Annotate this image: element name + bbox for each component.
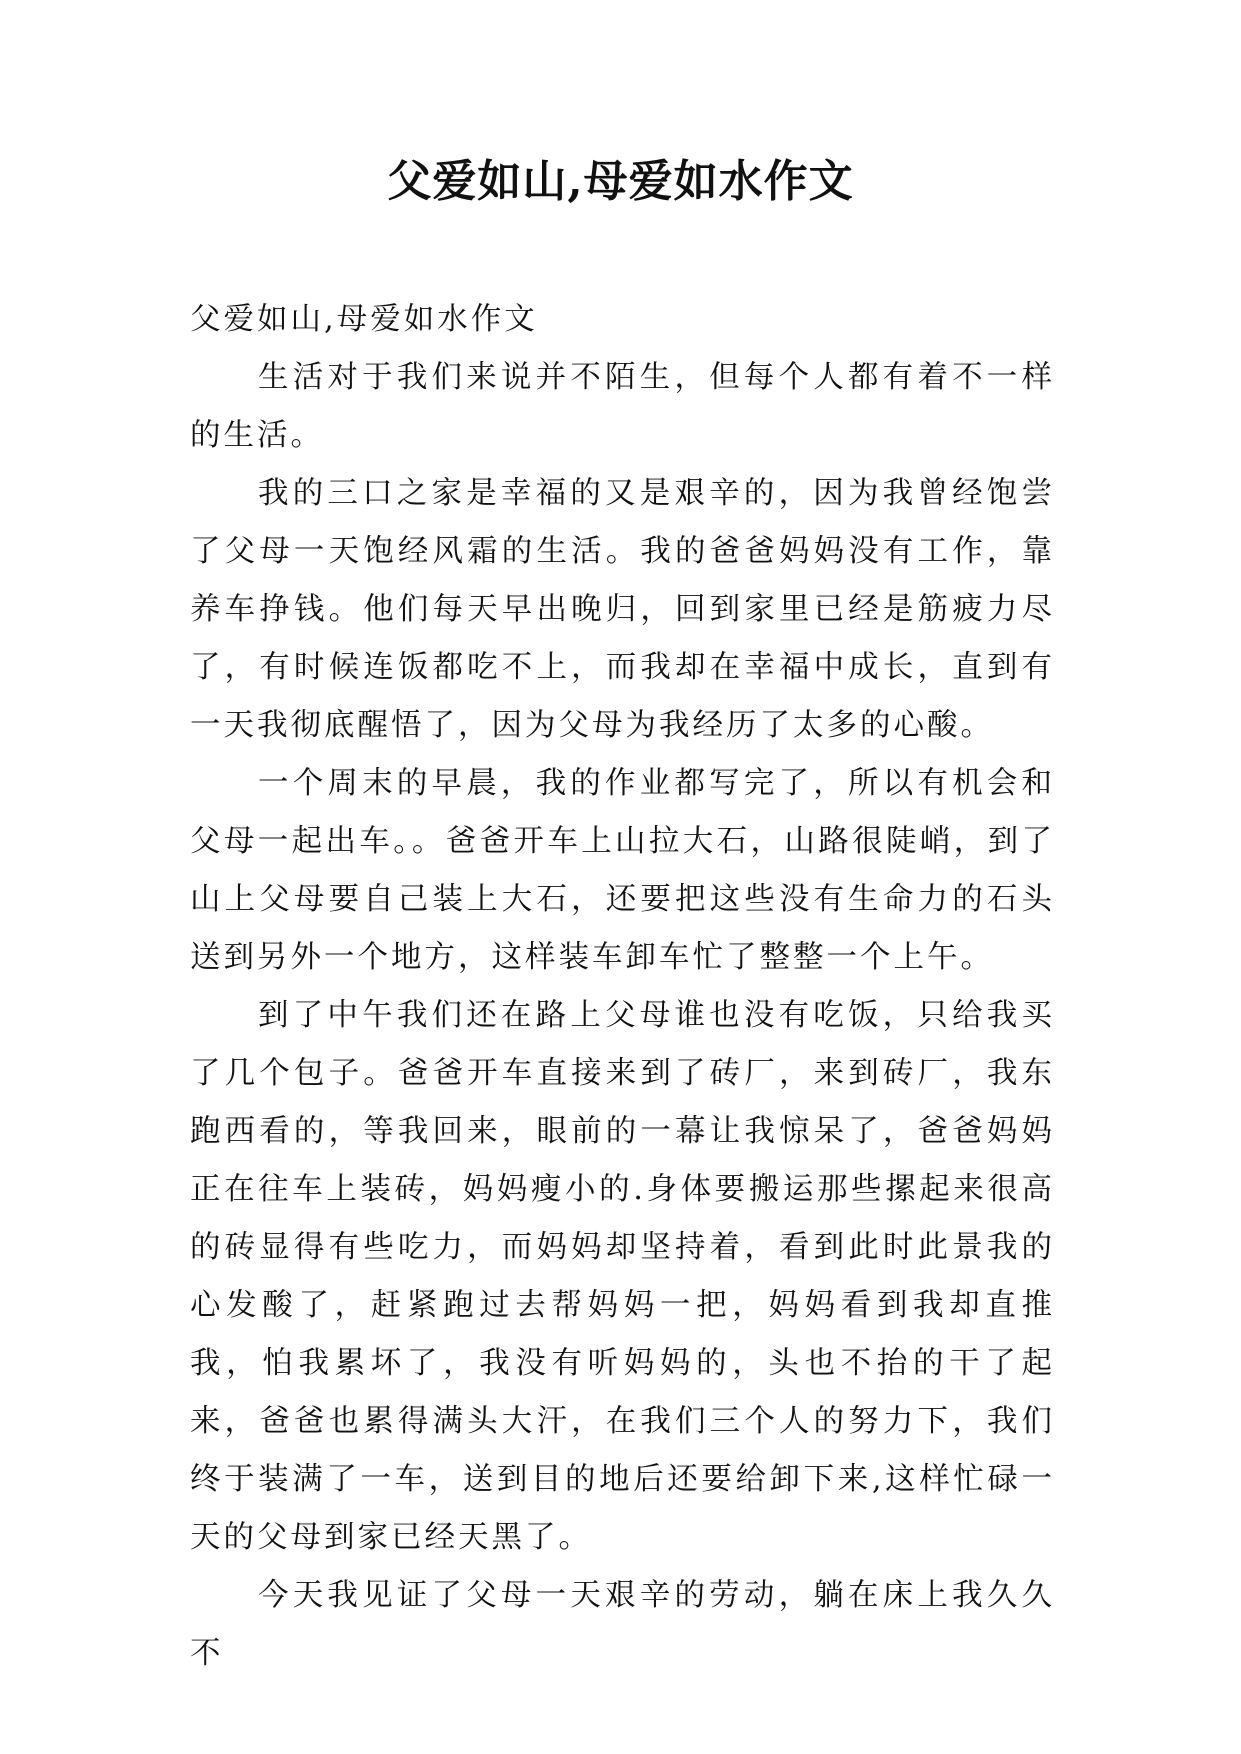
paragraph: 生活对于我们来说并不陌生，但每个人都有着不一样的生活。 <box>190 360 1055 453</box>
paragraph: 一个周末的早晨，我的作业都写完了，所以有机会和父母一起出车。。爸爸开车上山拉大石，山路很陡峭，到了山上父母要自己装上大石，还要把这些没有生命力的石头送到另外一个地方，这样装车卸车忙了整整一个上午。 <box>190 766 1055 975</box>
document-body <box>190 291 1055 1683</box>
paragraph: 到了中午我们还在路上父母谁也没有吃饭，只给我买了几个包子。爸爸开车直接来到了砖厂，来到砖厂，我东跑西看的，等我回来，眼前的一幕让我惊呆了，爸爸妈妈正在往车上装砖，妈妈瘦小的.身体要搬运那些摞起来很高的砖显得有些吃力，而妈妈却坚持着，看到此时此景我的心发酸了，赶紧跑过去帮妈妈一把，妈妈看到我却直推我，怕我累坏了，我没有听妈妈的，头也不抬的干了起来，爸爸也累得满头大汗，在我们三个人的努力下，我们终于装满了一车，送到目的地后还要给卸下来,这样忙碌一天的父母到家已经天黑了。 <box>190 998 1055 1555</box>
paragraph: 我的三口之家是幸福的又是艰辛的，因为我曾经饱尝了父母一天饱经风霜的生活。我的爸爸妈妈没有工作，靠养车挣钱。他们每天早出晚归，回到家里已经是筋疲力尽了，有时候连饭都吃不上，而我却在幸福中成长，直到有一天我彻底醒悟了，因为父母为我经历了太多的心酸。 <box>190 476 1055 743</box>
paragraph: 今天我见证了父母一天艰辛的劳动，躺在床上我久久不 <box>190 1578 1055 1671</box>
document-subtitle: 父爱如山,母爱如水作文 <box>190 302 538 337</box>
document-title: 父爱如山,母爱如水作文 <box>387 156 854 207</box>
